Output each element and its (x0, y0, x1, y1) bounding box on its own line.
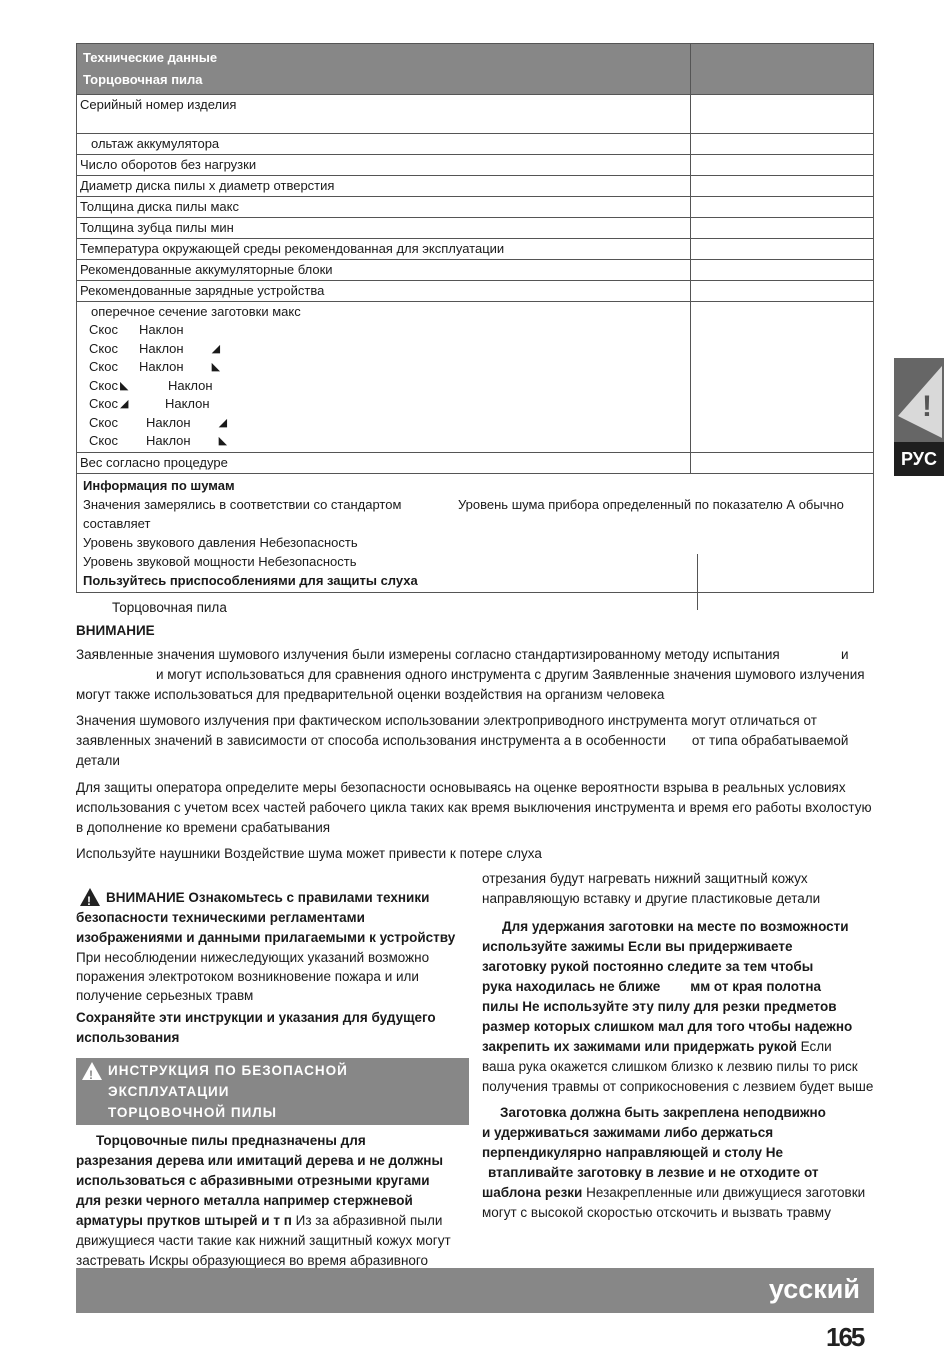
text-line: могут также использоваться для предварительной оценки воздействия на организм человека (76, 687, 665, 702)
tilt-label: Наклон (146, 433, 191, 449)
saw-label: Торцовочная пила (112, 600, 227, 615)
bevel-line (89, 432, 687, 451)
text-line: для резки черного металла например стержневой (76, 1193, 413, 1208)
text-line: поражения электротоком возникновение пожара и или (76, 969, 419, 984)
text-line: размер которых слишком мал для того чтобы надежно (482, 1019, 853, 1034)
row-label: Толщина диска пилы макс (77, 197, 691, 218)
row-label: Рекомендованные зарядные устройства (77, 281, 691, 302)
bevel-line (89, 377, 687, 396)
text-line: пилы Не используйте эту пилу для резки предметов (482, 999, 837, 1014)
text-line: ваша рука окажется слишком близко к лезвию пилы то риск (482, 1059, 858, 1074)
noise-line2: составляет (83, 515, 151, 531)
text-line: заготовку рукой постоянно следите за тем чтобы (482, 959, 814, 974)
bevel-line (89, 358, 687, 377)
text-line: мм от края полотна (690, 979, 821, 994)
bevel-label: Скос (89, 433, 118, 449)
noise-paragraph-4: Используйте наушники Воздействие шума может привести к потере слуха (76, 846, 542, 861)
bevel-label: Скос (89, 377, 118, 393)
bevel-line (89, 340, 687, 359)
text-line: и удерживаться зажимами либо держаться (482, 1125, 774, 1140)
text-line: детали (76, 753, 120, 768)
table-header (77, 44, 874, 95)
arrow-icon: ◣ (119, 379, 129, 392)
footer-title: усский (768, 1274, 860, 1304)
row-label: Температура окружающей среды рекомендованная для эксплуатации (77, 239, 691, 260)
table-row (77, 134, 874, 155)
footer-band (76, 1268, 874, 1313)
text-line: Заготовка должна быть закреплена неподвижно (500, 1105, 826, 1120)
right-column (482, 869, 877, 1223)
text-line: изображениями и данными прилагаемыми к устройству (76, 930, 456, 945)
tech-data-table (76, 43, 874, 593)
table-subtitle: Торцовочная пила (83, 72, 203, 87)
miter-saw-paragraph (76, 1131, 471, 1271)
text-line: перпендикулярно направляющей и столу Не (482, 1145, 783, 1160)
tilt-label: Наклон (139, 340, 184, 356)
text-line: Сохраняйте эти инструкции и указания для будущего (76, 1010, 436, 1025)
bevel-line (89, 414, 687, 433)
row-label: Диаметр диска пилы x диаметр отверстия (77, 176, 691, 197)
bevel-label: Скос (89, 359, 118, 375)
clamp-paragraph (482, 917, 877, 1097)
text-line: использования с учетом всех частей рабочего цикла таких как время выключения инструмента и время его работы вхолостую (76, 800, 872, 815)
table-row (77, 197, 874, 218)
left-column (76, 888, 471, 1271)
sound-power: Уровень звуковой мощности Небезопасность (83, 553, 357, 569)
text-line: рука находилась не ближе (482, 979, 661, 994)
page-number: 165 (826, 1322, 864, 1352)
tilt-label: Наклон (164, 396, 210, 412)
row-label: Рекомендованные аккумуляторные блоки (77, 260, 691, 281)
text-line: Значения шумового излучения при фактическом использовании электроприводного инструмента могут отличаться от (76, 713, 817, 728)
section-title: ТОРЦОВОЧНОЙ ПИЛЫ (108, 1105, 277, 1120)
text-line: закрепить их зажимами или придержать рукой (482, 1039, 797, 1054)
bevel-label: Скос (89, 396, 118, 412)
text-line: использоваться с абразивными отрезными кругами (76, 1173, 430, 1188)
bevel-label: Скос (89, 340, 118, 356)
text-line: Для удержания заготовки на месте по возможности (502, 919, 849, 934)
noise-section (77, 473, 874, 592)
text-line: заявленных значений в зависимости от способа использования инструмента а в особенности (76, 733, 666, 748)
table-title: Технические данные (83, 50, 218, 65)
text-line: застревать Искры образующиеся во время абразивного (76, 1253, 429, 1268)
noise-standard: Значения замерялись в соответствии со стандартом (83, 496, 402, 512)
sound-pressure: Уровень звукового давления Небезопасность (83, 534, 358, 550)
tilt-label: Наклон (167, 377, 213, 393)
table-row (77, 155, 874, 176)
text-line: и (841, 647, 849, 662)
text-line: Торцовочные пилы предназначены для (96, 1133, 366, 1148)
text-line: втапливайте заготовку в лезвие и не отходите от (488, 1165, 819, 1180)
noise-level-note: Уровень шума прибора определенный по показателю А обычно (458, 496, 844, 512)
warning-block (76, 888, 471, 1005)
row-label: ольтаж аккумулятора (77, 134, 691, 155)
table-row (77, 176, 874, 197)
text-line: движущиеся части такие как нижний защитный кожух могут (76, 1233, 451, 1248)
tilt-label: Наклон (139, 322, 184, 338)
noise-standard-line (83, 495, 867, 514)
table-row (77, 260, 874, 281)
bevel-line (89, 395, 687, 414)
text-line: арматуры прутков штырей и т п (76, 1213, 292, 1228)
text-line: и могут использоваться для сравнения одного инструмента с другим Заявленные значения шумового излучения (156, 667, 865, 682)
warning-triangle-icon (82, 1062, 102, 1080)
text-line: в дополнение ко времени срабатывания (76, 820, 331, 835)
warning-triangle-icon (894, 358, 944, 442)
cross-section-title: оперечное сечение заготовки макс (91, 304, 301, 319)
table-row (77, 452, 874, 473)
arrow-icon: ◢ (211, 342, 221, 355)
text-line: шаблона резки (482, 1185, 583, 1200)
table-row (77, 95, 874, 134)
table-row (77, 218, 874, 239)
text-line: Из за абразивной пыли (295, 1213, 443, 1228)
row-label: Вес согласно процедуре (77, 452, 691, 473)
noise-title: Информация по шумам (83, 477, 235, 493)
row-label: Толщина зубца пилы мин (77, 218, 691, 239)
tilt-label: Наклон (146, 414, 191, 430)
text-line: использования (76, 1030, 180, 1045)
noise-paragraph-2 (76, 711, 876, 771)
text-line: отрезания будут нагревать нижний защитный кожух (482, 871, 808, 886)
table-row (77, 281, 874, 302)
warning-label: ВНИМАНИЕ (106, 890, 185, 905)
arrow-icon: ◣ (211, 361, 221, 374)
text-line: разрезания дерева или имитаций дерева и не должны (76, 1153, 443, 1168)
tilt-label: Наклон (139, 359, 184, 375)
section-title: ИНСТРУКЦИЯ ПО БЕЗОПАСНОЙ ЭКСПЛУАТАЦИИ (108, 1063, 348, 1099)
text-line: могут с высокой скоростью отскочить и вызвать травму (482, 1205, 831, 1220)
table-row (77, 302, 874, 453)
text-line: направляющую вставку и другие пластиковые детали (482, 891, 821, 906)
text-line: Если (800, 1039, 832, 1054)
table-row (77, 239, 874, 260)
arrow-icon: ◢ (119, 398, 129, 411)
noise-paragraph-3 (76, 778, 876, 838)
text-line: Ознакомьтесь с правилами техники (188, 890, 430, 905)
warning-heading: ВНИМАНИЕ (76, 623, 155, 638)
row-label: Серийный номер изделия (77, 95, 691, 134)
text-line: от типа обрабатываемой (691, 733, 849, 748)
text-line: получения травмы от соприкосновения с лезвием будет выше (482, 1079, 874, 1094)
text-line: Для защиты оператора определите меры безопасности основываясь на оценке вероятности взрыва в реальных условиях (76, 780, 846, 795)
arrow-icon: ◢ (218, 416, 228, 429)
hearing-protection: Пользуйтесь приспособлениями для защиты слуха (83, 572, 418, 588)
warning-triangle-icon (80, 888, 100, 906)
svg-text:!: ! (922, 390, 932, 423)
text-line: Заявленные значения шумового излучения были измерены согласно стандартизированному методу испытания (76, 647, 780, 662)
safety-section-header (76, 1058, 469, 1125)
noise-paragraph-1 (76, 645, 876, 705)
text-line: Незакрепленные или движущиеся заготовки (586, 1185, 866, 1200)
bevel-label: Скос (89, 322, 118, 338)
bevel-label: Скос (89, 414, 118, 430)
language-tab: РУС (894, 442, 944, 476)
text-line: используйте зажимы Если вы придерживаете (482, 939, 793, 954)
arrow-icon: ◣ (218, 435, 228, 448)
text-line: безопасности техническими регламентами (76, 910, 365, 925)
bevel-line (89, 321, 687, 340)
row-label: Число оборотов без нагрузки (77, 155, 691, 176)
text-line: получение серьезных травм (76, 988, 254, 1003)
workpiece-paragraph (482, 1103, 877, 1223)
text-line: При несоблюдении нижеследующих указаний возможно (76, 950, 430, 965)
